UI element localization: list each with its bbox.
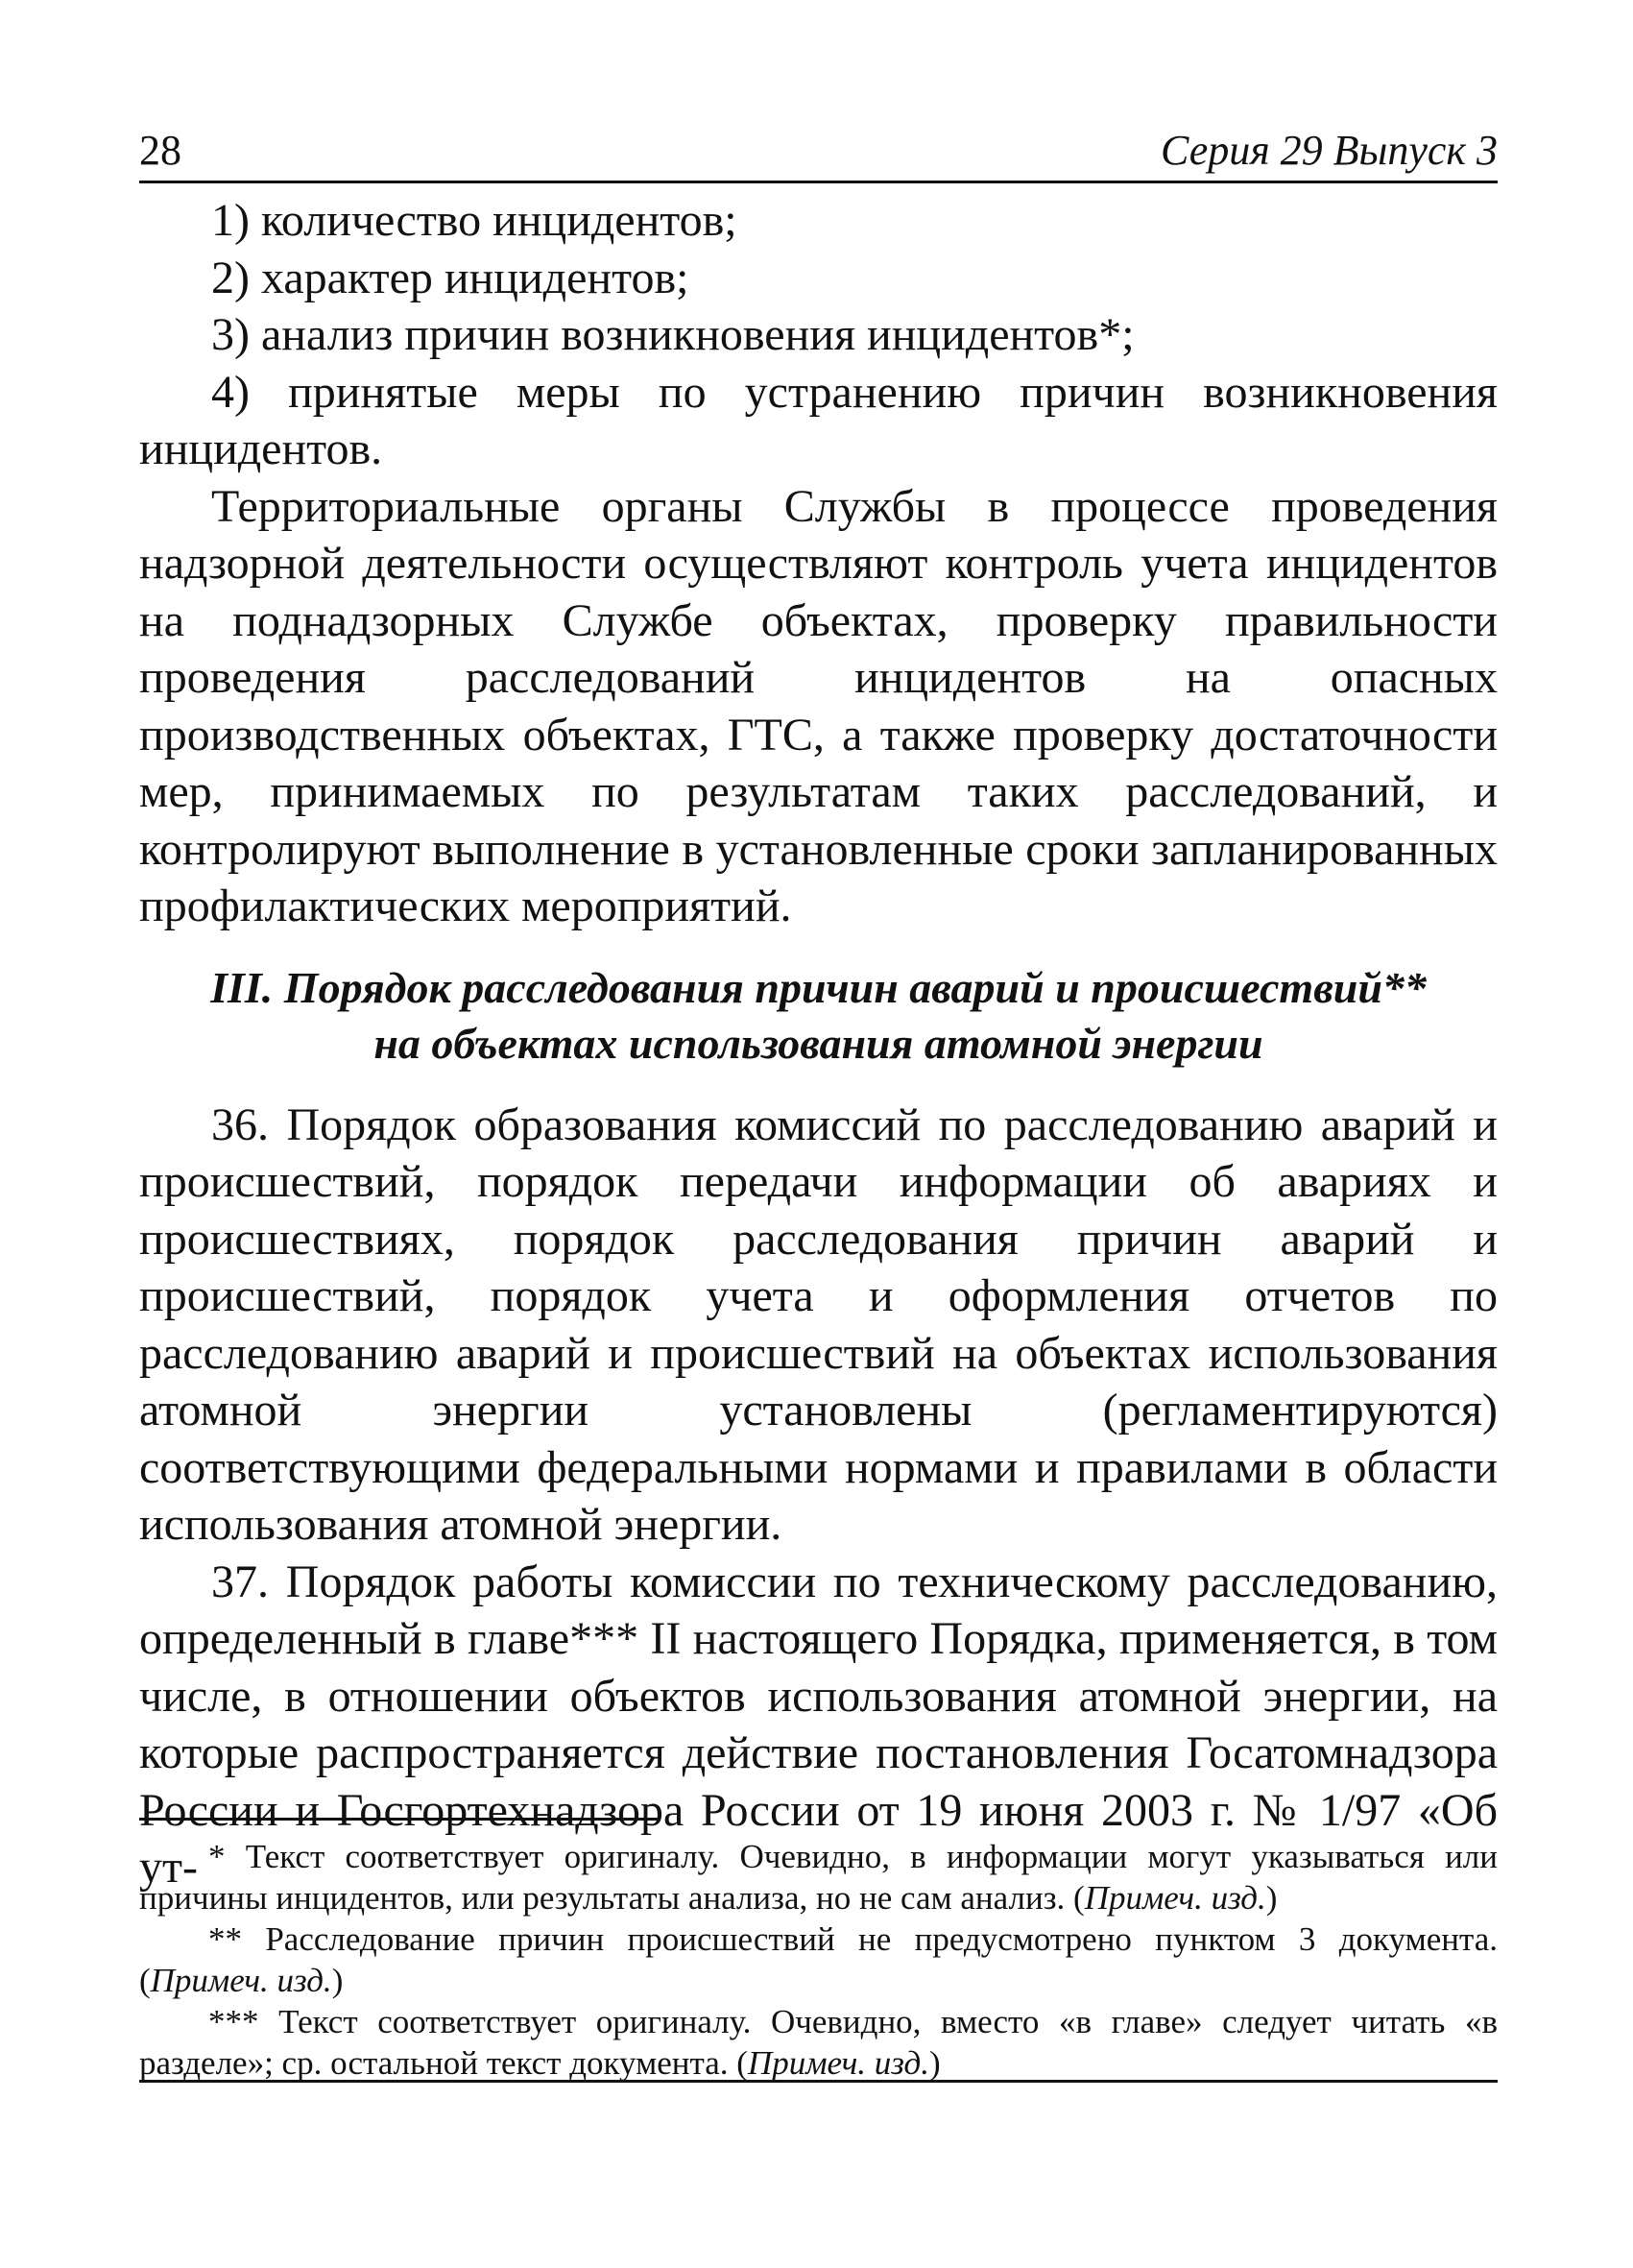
list-item: 2) характер инцидентов; xyxy=(211,252,689,303)
series-title: Серия 29 Выпуск 3 xyxy=(1161,127,1498,174)
footnote xyxy=(139,1836,1498,1918)
section-heading-line: на объектах использования атомной энергии xyxy=(373,1018,1263,1068)
footnote-text: * Текст соответствует оригиналу. Очевидно, в информации могут указываться или причины инцидентов, или результаты анализа, но не сам анализ. ( xyxy=(139,1838,1498,1917)
footnote xyxy=(139,1918,1498,2001)
page-number: 28 xyxy=(139,127,181,174)
bottom-rule xyxy=(139,2080,1498,2083)
paragraph-37: 37. Порядок работы комиссии по техническому расследованию, определенный в главе*** II настоящего Порядка, применяется, в том числе, в отношении объектов использования атомной энергии, на которые распространяется действие постановления Госатомнадзора России и Госгортехнадзора России от 19 июня 2003 г. № 1/97 «Об ут- xyxy=(139,1556,1498,1893)
list-item: 4) принятые меры по устранению причин возникновения инцидентов. xyxy=(139,366,1498,474)
footnote xyxy=(139,2001,1498,2084)
footnote-text: *** Текст соответствует оригиналу. Очевидно, вместо «в главе» следует читать «в разделе»; ср. остальной текст документа. ( xyxy=(139,2003,1498,2082)
section-heading xyxy=(139,960,1498,1072)
footnote-separator xyxy=(139,1818,658,1821)
footnote-close: ) xyxy=(331,1962,344,1999)
list-item: 3) анализ причин возникновения инцидентов*; xyxy=(211,309,1135,360)
section-heading-line: III. Порядок расследования причин аварий и происшествий** xyxy=(210,962,1427,1012)
footnotes xyxy=(139,1836,1498,2084)
list-item: 1) количество инцидентов; xyxy=(211,195,737,246)
footnote-text: ** Расследование причин происшествий не предусмотрено пунктом 3 документа. ( xyxy=(139,1920,1498,1999)
running-header xyxy=(139,123,1498,183)
paragraph-territorial-bodies: Территориальные органы Службы в процессе проведения надзорной деятельности осуществляют контроль учета инцидентов на поднадзорных Службе объектах, проверку правильности проведения расследований инцидентов на опасных производственных объектах, ГТС, а также проверку достаточности мер, принимаемых по результатам таких расследований, и контролируют выполнение в установленные сроки запланированных профилактических мероприятий. xyxy=(139,480,1498,931)
publisher-note-tag: Примеч. изд. xyxy=(747,2044,929,2082)
body-text xyxy=(139,192,1498,1896)
footnote-close: ) xyxy=(928,2044,941,2082)
paragraph-36: 36. Порядок образования комиссий по расследованию аварий и происшествий, порядок передачи информации об авариях и происшествиях, порядок расследования причин аварий и происшествий, порядок учета и оформления отчетов по расследованию аварий и происшествий на объектах использования атомной энергии установлены (регламентируются) соответствующими федеральными нормами и правилами в области использования атомной энергии. xyxy=(139,1098,1498,1550)
publisher-note-tag: Примеч. изд. xyxy=(1084,1879,1266,1917)
publisher-note-tag: Примеч. изд. xyxy=(150,1962,332,1999)
footnote-close: ) xyxy=(1265,1879,1278,1917)
